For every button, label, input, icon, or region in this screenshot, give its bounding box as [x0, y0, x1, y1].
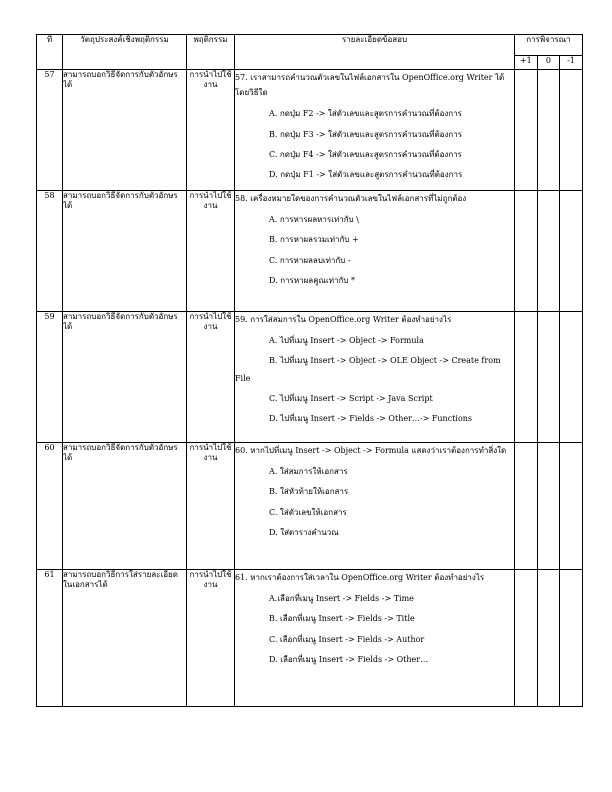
judgment-zero-cell	[537, 570, 560, 707]
judgment-plus-cell	[515, 312, 538, 443]
header-plus: +1	[515, 56, 538, 70]
item-number: 59	[37, 312, 63, 443]
judgment-minus-cell	[560, 443, 583, 570]
header-details: รายละเอียดข้อสอบ	[235, 35, 515, 70]
table-row	[37, 312, 583, 443]
option-c: C. ใส่ตัวเลขให้เอกสาร	[269, 507, 347, 517]
judgment-plus-cell	[515, 443, 538, 570]
option-d: D. ไปที่เมนู Insert -> Fields -> Other…-> Functions	[269, 413, 473, 423]
judgment-minus-cell	[560, 312, 583, 443]
option-d: D. การหาผลคูณเท่ากับ *	[269, 275, 355, 285]
judgment-zero-cell	[537, 191, 560, 312]
judgment-minus-cell	[560, 191, 583, 312]
option-b: B. การหาผลรวมเท่ากับ +	[269, 235, 359, 245]
item-number: 61	[37, 570, 63, 707]
behavior-cell: การนำไปใช้งาน	[187, 312, 235, 443]
judgment-plus-cell	[515, 70, 538, 191]
header-behavior: พฤติกรรม	[187, 35, 235, 70]
behavior-cell: การนำไปใช้งาน	[187, 191, 235, 312]
header-row	[37, 35, 583, 56]
question-text: 61. หากเราต้องการใส่เวลาใน OpenOffice.org Writer ต้องทำอย่างไร	[235, 573, 485, 582]
judgment-plus-cell	[515, 570, 538, 707]
option-a: A. กดปุ่ม F2 -> ใส่ตัวเลขและสูตรการคำนวณที่ต้องการ	[269, 109, 462, 119]
header-zero: 0	[537, 56, 560, 70]
option-d: D. ใส่ตารางคำนวณ	[269, 527, 339, 537]
option-c: C. เลือกที่เมนู Insert -> Fields -> Author	[269, 634, 425, 644]
table-row	[37, 443, 583, 570]
judgment-zero-cell	[537, 70, 560, 191]
option-b: B. ไปที่เมนู Insert -> Object -> OLE Object -> Create from	[269, 356, 501, 366]
exam-table	[36, 34, 583, 707]
question-cell	[235, 443, 515, 570]
judgment-zero-cell	[537, 443, 560, 570]
table-row	[37, 570, 583, 707]
option-b: B. เลือกที่เมนู Insert -> Fields -> Title	[269, 614, 415, 624]
table-row	[37, 70, 583, 191]
objective-cell: สามารถบอกวิธีการใส่รายละเอียดในเอกสารได้	[63, 570, 187, 707]
behavior-cell: การนำไปใช้งาน	[187, 443, 235, 570]
judgment-plus-cell	[515, 191, 538, 312]
behavior-cell: การนำไปใช้งาน	[187, 570, 235, 707]
objective-cell: สามารถบอกวิธีจัดการกับตัวอักษรได้	[63, 191, 187, 312]
header-judgment: การพิจารณา	[515, 35, 583, 56]
question-cell	[235, 570, 515, 707]
question-text: 60. หากไปที่เมนู Insert -> Object -> Formula แสดงว่าเราต้องการทำสิ่งใด	[235, 446, 507, 455]
objective-cell: สามารถบอกวิธีจัดการกับตัวอักษรได้	[63, 312, 187, 443]
option-c: C. กดปุ่ม F4 -> ใส่ตัวเลขและสูตรการคำนวณที่ต้องการ	[269, 149, 462, 159]
header-no: ที่	[37, 35, 63, 70]
item-number: 58	[37, 191, 63, 312]
question-cell	[235, 70, 515, 191]
option-b: B. กดปุ่ม F3 -> ใส่ตัวเลขและสูตรการคำนวณที่ต้องการ	[269, 129, 463, 139]
question-cell	[235, 191, 515, 312]
option-b: B. ใส่หัวท้ายให้เอกสาร	[269, 487, 349, 497]
item-number: 57	[37, 70, 63, 191]
option-b-continued: File	[235, 373, 251, 383]
item-number: 60	[37, 443, 63, 570]
option-d: D. เลือกที่เมนู Insert -> Fields -> Other…	[269, 654, 429, 664]
header-minus: -1	[560, 56, 583, 70]
question-text: 57. เราสามารถคำนวณตัวเลขในไฟล์เอกสารใน OpenOffice.org Writer ได้โดยวิธีใด	[235, 73, 505, 98]
table-row	[37, 191, 583, 312]
option-c: C. การหาผลลบเท่ากับ -	[269, 255, 351, 265]
option-a: A. ไปที่เมนู Insert -> Object -> Formula	[269, 336, 424, 346]
option-a: A. การหารผลหารเท่ากับ \	[269, 215, 359, 225]
judgment-minus-cell	[560, 570, 583, 707]
option-a: A.เลือกที่เมนู Insert -> Fields -> Time	[269, 594, 414, 604]
header-objective: วัตถุประสงค์เชิงพฤติกรรม	[63, 35, 187, 70]
option-d: D. กดปุ่ม F1 -> ใส่ตัวเลขและสูตรการคำนวณที่ต้องการ	[269, 169, 463, 179]
question-cell	[235, 312, 515, 443]
behavior-cell: การนำไปใช้งาน	[187, 70, 235, 191]
objective-cell: สามารถบอกวิธีจัดการกับตัวอักษรได้	[63, 70, 187, 191]
option-a: A. ใส่สมการให้เอกสาร	[269, 467, 348, 477]
judgment-minus-cell	[560, 70, 583, 191]
objective-cell: สามารถบอกวิธีจัดการกับตัวอักษรได้	[63, 443, 187, 570]
question-text: 59. การใส่สมการใน OpenOffice.org Writer ต้องทำอย่างไร	[235, 315, 452, 324]
judgment-zero-cell	[537, 312, 560, 443]
option-c: C. ไปที่เมนู Insert -> Script -> Java Script	[269, 393, 433, 403]
question-text: 58. เครื่องหมายใดของการคำนวณตัวเลขในไฟล์เอกสารที่ไม่ถูกต้อง	[235, 194, 467, 203]
